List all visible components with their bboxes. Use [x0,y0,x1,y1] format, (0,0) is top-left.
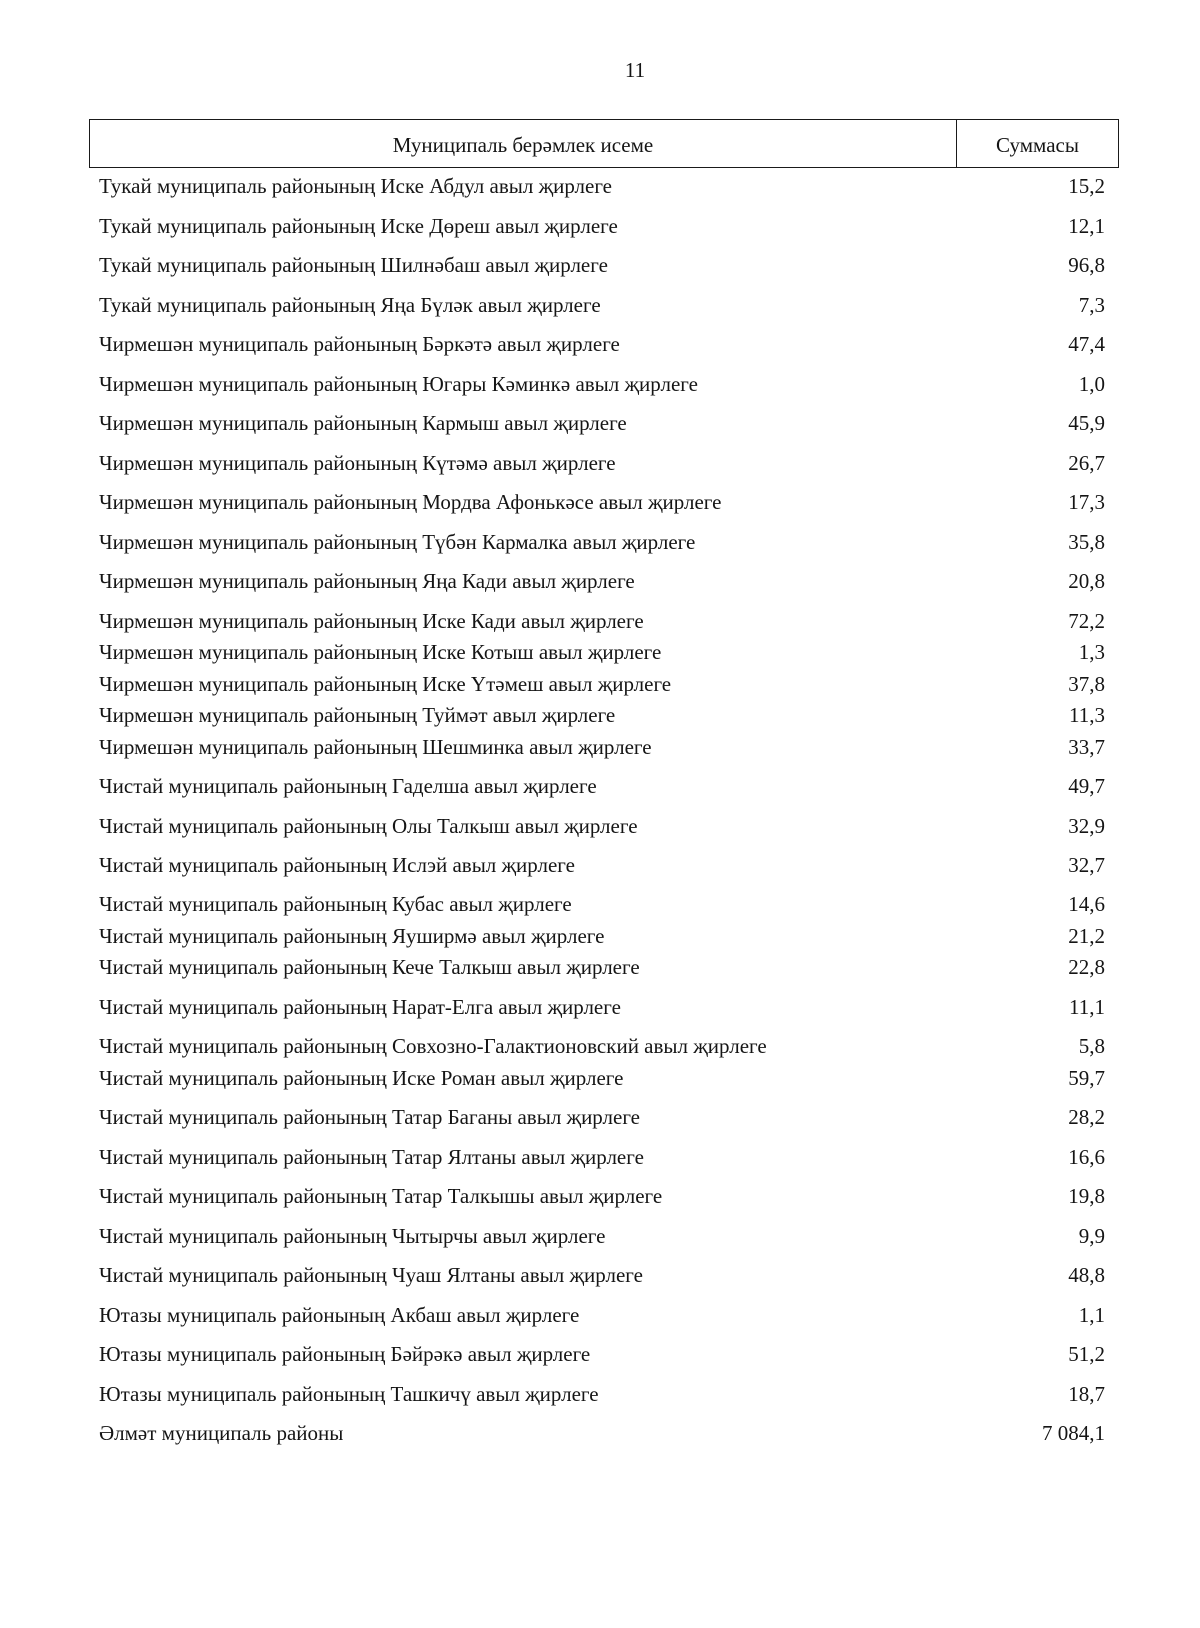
amount-value: 1,3 [1078,640,1105,664]
municipality-name: Чирмешән муниципаль районының Иске Үтәмеш авыл җирлеге [99,672,672,696]
table-row [0,172,1200,200]
page-number: 11 [624,58,646,82]
municipality-name: Чирмешән муниципаль районының Түбән Кармалка авыл җирлеге [99,530,696,554]
municipality-name: Чирмешән муниципаль районының Иске Кади авыл җирлеге [99,609,644,633]
amount-value: 20,8 [1068,569,1105,593]
municipality-name: Тукай муниципаль районының Иске Абдул авыл җирлеге [99,174,613,198]
municipality-name: Чирмешән муниципаль районының Яңа Кади авыл җирлеге [99,569,635,593]
amount-value: 1,1 [1078,1303,1105,1327]
amount-value: 35,8 [1068,530,1105,554]
table-row [0,772,1200,800]
amount-value: 16,6 [1068,1145,1105,1169]
table-row [0,922,1200,950]
amount-value: 33,7 [1068,735,1105,759]
table-row [0,212,1200,240]
municipality-name: Ютазы муниципаль районының Ташкичү авыл җирлеге [99,1382,599,1406]
municipality-name: Ютазы муниципаль районының Бәйрәкә авыл җирлеге [99,1342,591,1366]
table-row [0,607,1200,635]
amount-value: 37,8 [1068,672,1105,696]
municipality-name: Чистай муниципаль районының Иске Роман авыл җирлеге [99,1066,624,1090]
municipality-name: Чирмешән муниципаль районының Туймәт авыл җирлеге [99,703,616,727]
amount-value: 15,2 [1068,174,1105,198]
table-row [0,1182,1200,1210]
table-row [0,701,1200,729]
amount-value: 17,3 [1068,490,1105,514]
municipality-name: Чистай муниципаль районының Чытырчы авыл җирлеге [99,1224,606,1248]
amount-value: 47,4 [1068,332,1105,356]
municipality-name: Чирмешән муниципаль районының Кармыш авыл җирлеге [99,411,627,435]
amount-value: 11,3 [1069,703,1105,727]
municipality-name: Чистай муниципаль районының Ислэй авыл җирлеге [99,853,575,877]
amount-value: 11,1 [1069,995,1105,1019]
amount-value: 48,8 [1068,1263,1105,1287]
table-row [0,1103,1200,1131]
table-row [0,1380,1200,1408]
municipality-name: Чирмешән муниципаль районының Иске Котыш авыл җирлеге [99,640,662,664]
municipality-name: Чистай муниципаль районының Яуширмә авыл җирлеге [99,924,605,948]
amount-value: 22,8 [1068,955,1105,979]
table-row [0,567,1200,595]
table-row [0,528,1200,556]
municipality-name: Тукай муниципаль районының Иске Дөреш авыл җирлеге [99,214,618,238]
table-row [0,638,1200,666]
municipality-name: Чистай муниципаль районының Татар Талкышы авыл җирлеге [99,1184,663,1208]
table-row [0,890,1200,918]
municipality-name: Чистай муниципаль районының Кубас авыл җирлеге [99,892,572,916]
table-row [0,1222,1200,1250]
table-row [0,330,1200,358]
amount-value: 19,8 [1068,1184,1105,1208]
table-row [0,1064,1200,1092]
municipality-name: Чирмешән муниципаль районының Югары Кәминкә авыл җирлеге [99,372,698,396]
amount-value: 28,2 [1068,1105,1105,1129]
municipality-name: Чистай муниципаль районының Нарат-Елга авыл җирлеге [99,995,621,1019]
amount-value: 49,7 [1068,774,1105,798]
municipality-name: Чистай муниципаль районының Татар Баганы авыл җирлеге [99,1105,640,1129]
municipality-name: Чистай муниципаль районының Олы Талкыш авыл җирлеге [99,814,638,838]
table-row [0,409,1200,437]
municipality-name: Тукай муниципаль районының Шилнәбаш авыл җирлеге [99,253,608,277]
amount-value: 7 084,1 [1042,1421,1105,1445]
municipality-name: Чирмешән муниципаль районының Күтәмә авыл җирлеге [99,451,616,475]
amount-value: 32,9 [1068,814,1105,838]
amount-value: 45,9 [1068,411,1105,435]
municipality-name: Чистай муниципаль районының Гаделша авыл җирлеге [99,774,597,798]
table-row [0,251,1200,279]
table-row [0,953,1200,981]
table-row [0,291,1200,319]
table-row [0,488,1200,516]
column-header-amount: Суммасы [996,133,1079,157]
table-row [0,1143,1200,1171]
municipality-name: Тукай муниципаль районының Яңа Бүләк авыл җирлеге [99,293,601,317]
table-row [0,1261,1200,1289]
municipality-name: Чирмешән муниципаль районының Шешминка авыл җирлеге [99,735,652,759]
amount-value: 21,2 [1068,924,1105,948]
table-row [0,670,1200,698]
table-row [0,370,1200,398]
amount-value: 59,7 [1068,1066,1105,1090]
amount-value: 12,1 [1068,214,1105,238]
municipality-name: Чистай муниципаль районының Чуаш Ялтаны авыл җирлеге [99,1263,643,1287]
municipality-name: Чистай муниципаль районының Татар Ялтаны авыл җирлеге [99,1145,644,1169]
table-row [0,812,1200,840]
amount-value: 1,0 [1078,372,1105,396]
municipality-name: Әлмәт муниципаль районы [99,1421,344,1445]
table-header [89,119,1119,168]
amount-value: 18,7 [1068,1382,1105,1406]
municipality-name: Чирмешән муниципаль районының Бәркәтә авыл җирлеге [99,332,620,356]
municipality-name: Чирмешән муниципаль районының Мордва Афонькәсе авыл җирлеге [99,490,722,514]
amount-value: 32,7 [1068,853,1105,877]
municipality-name: Ютазы муниципаль районының Акбаш авыл җирлеге [99,1303,580,1327]
municipality-name: Чистай муниципаль районының Кече Талкыш авыл җирлеге [99,955,640,979]
amount-value: 72,2 [1068,609,1105,633]
table-row [0,1419,1200,1447]
table-row [0,851,1200,879]
municipality-name: Чистай муниципаль районының Совхозно-Галактионовский авыл җирлеге [99,1034,767,1058]
amount-value: 96,8 [1068,253,1105,277]
table-row [0,1301,1200,1329]
amount-value: 51,2 [1068,1342,1105,1366]
table-row [0,733,1200,761]
table-row [0,1032,1200,1060]
amount-value: 14,6 [1068,892,1105,916]
amount-value: 5,8 [1078,1034,1105,1058]
column-header-name: Муниципаль берәмлек исеме [90,120,957,167]
table-row [0,1340,1200,1368]
amount-value: 9,9 [1078,1224,1105,1248]
amount-value: 26,7 [1068,451,1105,475]
amount-value: 7,3 [1078,293,1105,317]
table-row [0,993,1200,1021]
table-row [0,449,1200,477]
